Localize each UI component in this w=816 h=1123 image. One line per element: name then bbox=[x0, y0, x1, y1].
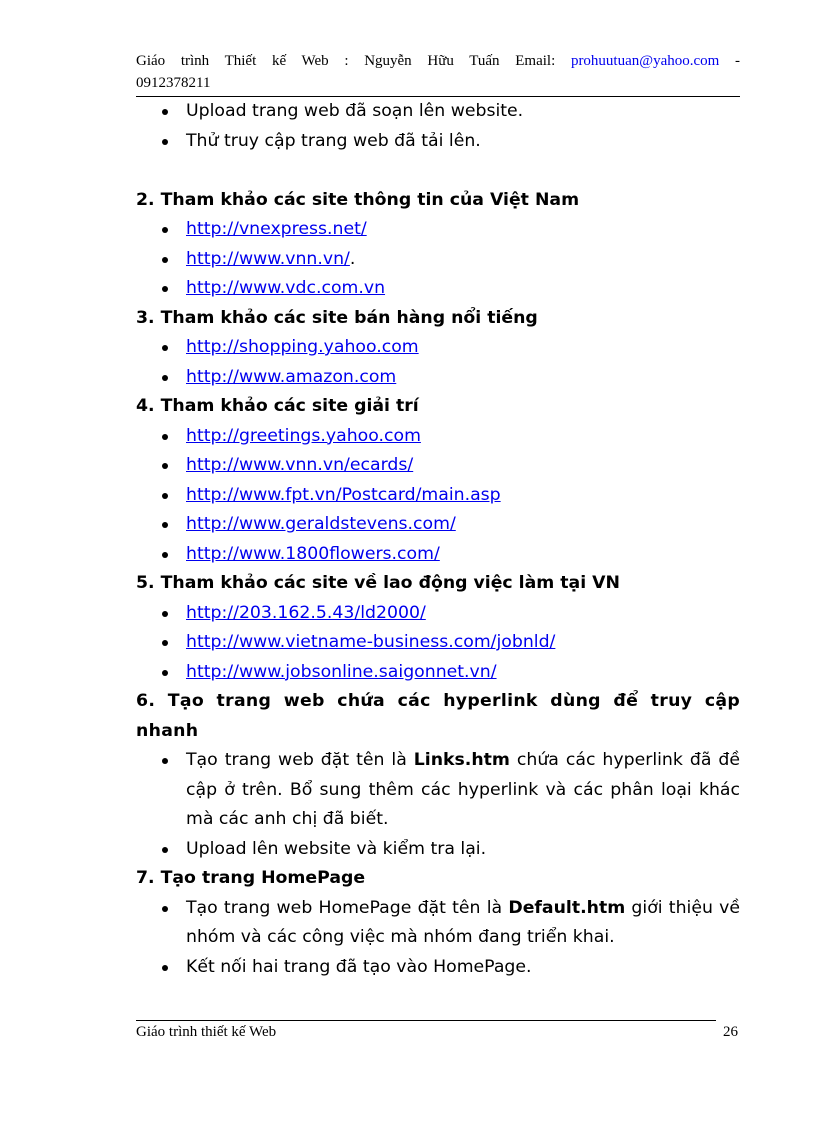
list-item: Upload trang web đã soạn lên website. bbox=[136, 97, 740, 127]
list-item bbox=[136, 540, 740, 570]
link[interactable]: http://www.vnn.vn/ bbox=[186, 248, 350, 269]
footer-divider bbox=[136, 1020, 716, 1021]
link[interactable]: http://vnexpress.net/ bbox=[186, 219, 367, 239]
header-title: Giáo trình Thiết kế Web : Nguyễn Hữu Tuấn Email: bbox=[136, 53, 556, 69]
list-item: Upload lên website và kiểm tra lại. bbox=[136, 835, 740, 865]
link[interactable]: http://shopping.yahoo.com bbox=[186, 337, 419, 357]
list-item bbox=[136, 510, 740, 540]
list-item bbox=[136, 245, 740, 275]
text: chứa các hyperlink đã đề cập ở trên. Bổ sung thêm các hyperlink và các phân loại khác mà các anh chị đã biết. bbox=[186, 750, 740, 829]
punctuation: . bbox=[349, 248, 356, 269]
link[interactable]: http://203.162.5.43/ld2000/ bbox=[186, 602, 426, 623]
list-item: Thử truy cập trang web đã tải lên. bbox=[136, 127, 740, 157]
link[interactable]: http://www.vietname-business.com/jobnld/ bbox=[186, 632, 556, 652]
section-heading: 3. Tham khảo các site bán hàng nổi tiếng bbox=[136, 307, 538, 328]
list-item: Kết nối hai trang đã tạo vào HomePage. bbox=[136, 953, 740, 983]
list-item bbox=[136, 599, 740, 629]
filename: Default.htm bbox=[508, 897, 626, 918]
list-item bbox=[136, 481, 740, 511]
link[interactable]: http://greetings.yahoo.com bbox=[186, 425, 421, 446]
email-link[interactable]: prohuutuan@yahoo.com bbox=[570, 53, 720, 69]
footer-title: Giáo trình thiết kế Web bbox=[136, 1024, 277, 1040]
section-heading: 7. Tạo trang HomePage bbox=[136, 868, 366, 888]
section-heading: 5. Tham khảo các site về lao động việc làm tại VN bbox=[136, 573, 620, 593]
list-item bbox=[136, 215, 740, 245]
page-footer bbox=[136, 1024, 738, 1041]
list-item bbox=[136, 451, 740, 481]
section-heading: 4. Tham khảo các site giải trí bbox=[136, 396, 419, 416]
list-item bbox=[136, 746, 740, 835]
text: Tạo trang web HomePage đặt tên là bbox=[186, 897, 509, 918]
link[interactable]: http://www.amazon.com bbox=[186, 366, 397, 387]
link[interactable]: http://www.geraldstevens.com/ bbox=[186, 514, 456, 534]
page-header bbox=[136, 50, 740, 72]
section-heading: 6. Tạo trang web chứa các hyperlink dùng để truy cập nhanh bbox=[136, 691, 740, 741]
text: Tạo trang web đặt tên là bbox=[186, 750, 414, 770]
list-item bbox=[136, 658, 740, 688]
link[interactable]: http://www.jobsonline.saigonnet.vn/ bbox=[186, 661, 497, 682]
link[interactable]: http://www.1800flowers.com/ bbox=[186, 543, 440, 564]
link[interactable]: http://www.vdc.com.vn bbox=[186, 278, 386, 298]
link[interactable]: http://www.vnn.vn/ecards/ bbox=[186, 455, 414, 475]
list-item bbox=[136, 894, 740, 953]
list-item bbox=[136, 333, 740, 363]
section-heading: 2. Tham khảo các site thông tin của Việt Nam bbox=[136, 189, 580, 210]
list-item bbox=[136, 274, 740, 304]
list-item bbox=[136, 628, 740, 658]
page-number: 26 bbox=[723, 1024, 738, 1040]
header-phone: 0912378211 bbox=[136, 75, 211, 91]
list-item bbox=[136, 363, 740, 393]
text: giới thiệu về nhóm và các công việc mà nhóm đang triển khai. bbox=[186, 897, 740, 947]
filename: Links.htm bbox=[413, 750, 510, 770]
document-body bbox=[136, 97, 740, 982]
header-dash: - bbox=[735, 53, 741, 69]
list-item bbox=[136, 422, 740, 452]
link[interactable]: http://www.fpt.vn/Postcard/main.asp bbox=[186, 484, 501, 505]
